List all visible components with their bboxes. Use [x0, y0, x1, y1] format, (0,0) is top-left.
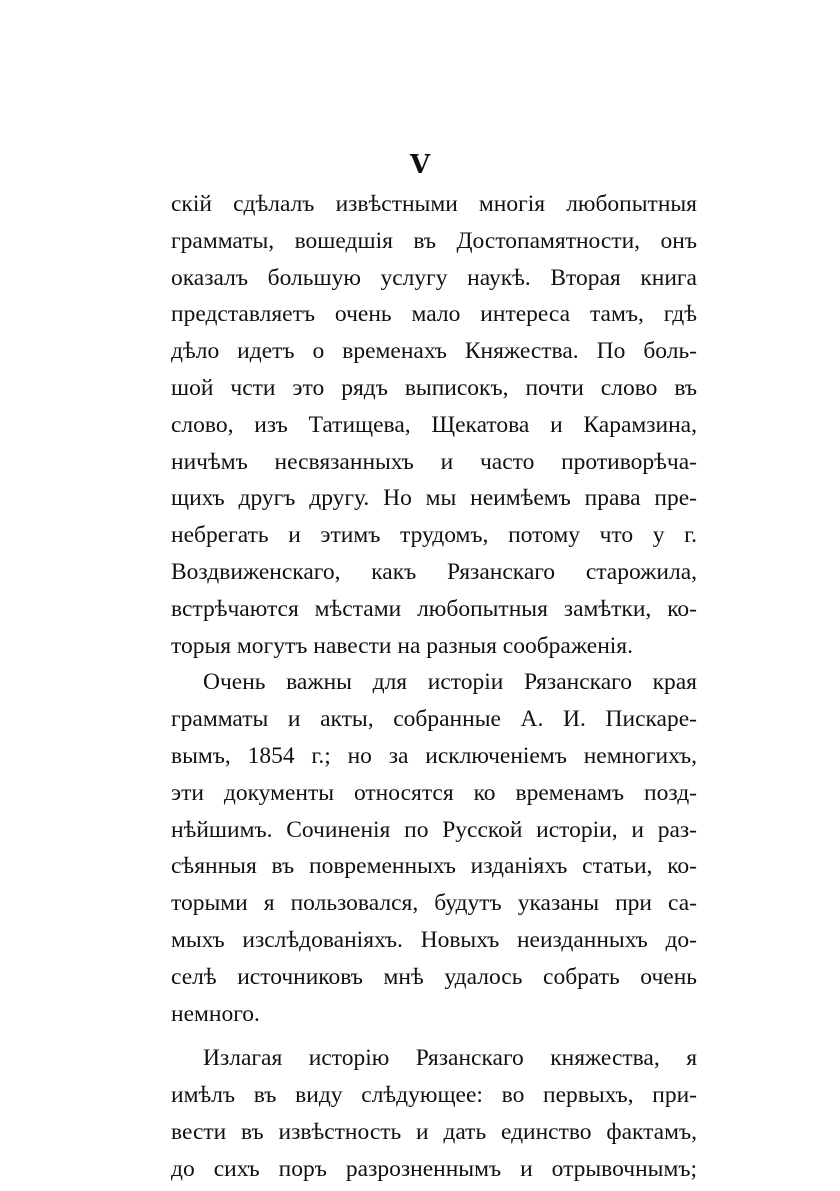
text-line: до сихъ поръ разрозненнымъ и отрывочнымъ; [171, 1155, 697, 1182]
text-line: вести въ извѣстность и дать единство фактамъ, [171, 1118, 697, 1145]
text-line: встрѣчаются мѣстами любопытныя замѣтки, ко- [171, 595, 697, 622]
text-line: грамматы, вошедшія въ Достопамятности, онъ [171, 227, 697, 254]
text-line: имѣлъ въ виду слѣдующее: во первыхъ, при- [171, 1082, 697, 1109]
page-number: V [409, 150, 431, 180]
paragraph-3 [171, 1040, 697, 1187]
text-line: грамматы и акты, собранные А. И. Пискаре- [171, 706, 697, 733]
text-line: сѣянныя въ повременныхъ изданіяхъ статьи, ко- [171, 853, 697, 880]
text-line: скій сдѣлалъ извѣстными многія любопытныя [171, 191, 697, 217]
text-line: шой чсти это рядъ выписокъ, почти слово въ [171, 374, 697, 401]
text-line: слово, изъ Татищева, Щекатова и Карамзина, [171, 411, 697, 438]
text-line: ничѣмъ несвязанныхъ и часто противорѣча- [171, 448, 697, 475]
paragraph-1 [171, 186, 697, 664]
text-line: вымъ, 1854 г.; но за исключеніемъ немногихъ, [171, 742, 697, 769]
text-line: селѣ источниковъ мнѣ удалось собрать очень [171, 963, 697, 990]
text-line: небрегать и этимъ трудомъ, потому что у г. [171, 522, 697, 549]
text-line: Воздвиженскаго, какъ Рязанскаго старожила, [171, 558, 697, 585]
text-line: нѣйшимъ. Сочиненія по Русской исторіи, и раз- [171, 816, 697, 843]
text-line: мыхъ изслѣдованіяхъ. Новыхъ неизданныхъ до- [171, 926, 697, 953]
text-line: дѣло идетъ о временахъ Княжества. По боль- [171, 338, 697, 365]
text-line: представляетъ очень мало интереса тамъ, гдѣ [171, 301, 697, 328]
paragraph-2 [171, 664, 697, 1032]
text-line: немного. [171, 1000, 260, 1027]
text-line: оказалъ большую услугу наукѣ. Вторая книга [171, 264, 697, 291]
text-line: торыя могутъ навести на разныя соображенія. [171, 632, 633, 659]
text-line: торыми я пользовался, будутъ указаны при са- [171, 890, 697, 917]
text-line: щихъ другъ другу. Но мы неимѣемъ права пре- [171, 485, 697, 512]
text-line: эти документы относятся ко временамъ позд- [171, 779, 697, 806]
text-line: Излагая исторію Рязанскаго княжества, я [203, 1045, 697, 1072]
body-text [171, 186, 697, 1188]
text-line: Очень важны для исторіи Рязанскаго края [203, 669, 697, 696]
paragraph-gap [171, 1032, 697, 1040]
